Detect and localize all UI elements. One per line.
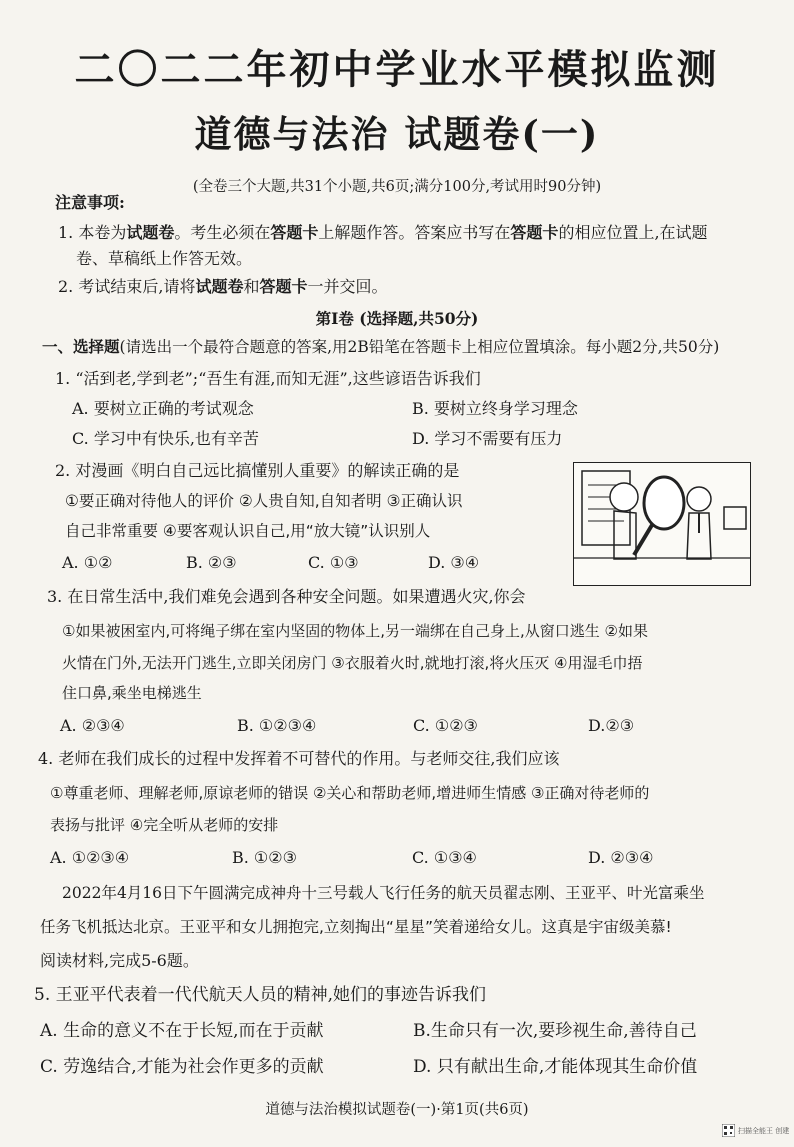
- material-line-2: 任务飞机抵达北京。王亚平和女儿拥抱完,立刻掏出“星星”笑着递给女儿。这真是宇宙级美慕!: [40, 918, 672, 936]
- q3-option-a[interactable]: A. ②③④: [60, 716, 125, 735]
- qr-code-icon: [722, 1124, 735, 1137]
- material-line-1: 2022年4月16日下午圆满完成神舟十三号载人飞行任务的航天员翟志刚、王亚平、叶光富乘坐: [62, 884, 705, 902]
- scanner-stamp: 扫描全能王 创建: [738, 1127, 790, 1135]
- q4-option-b[interactable]: B. ①②③: [232, 848, 297, 867]
- q2-item-line-1: ①要正确对待他人的评价 ②人贵自知,自知者明 ③正确认识: [65, 492, 463, 510]
- notes-heading: 注意事项:: [55, 193, 125, 212]
- q1-option-b[interactable]: B. 要树立终身学习理念: [412, 399, 578, 418]
- q2-option-a[interactable]: A. ①②: [62, 553, 113, 572]
- exam-title: 二〇二二年初中学业水平模拟监测: [74, 46, 720, 93]
- q3-stem: 3. 在日常生活中,我们难免会遇到各种安全问题。如果遭遇火灾,你会: [47, 587, 526, 606]
- q2-option-b[interactable]: B. ②③: [186, 553, 237, 572]
- q1-stem: 1. “活到老,学到老”;“吾生有涯,而知无涯”,这些谚语告诉我们: [55, 369, 481, 388]
- q3-option-c[interactable]: C. ①②③: [413, 716, 478, 735]
- material-line-3: 阅读材料,完成5-6题。: [40, 951, 199, 970]
- q4-item-line-1: ①尊重老师、理解老师,原谅老师的错误 ②关心和帮助老师,增进师生情感 ③正确对待老师的: [50, 784, 650, 802]
- q3-option-d[interactable]: D.②③: [588, 716, 635, 735]
- q1-option-c[interactable]: C. 学习中有快乐,也有辛苦: [72, 429, 259, 448]
- q2-option-c[interactable]: C. ①③: [308, 553, 359, 572]
- page-footer: 道德与法治模拟试题卷(一)·第1页(共6页): [265, 1102, 529, 1118]
- q4-item-line-2: 表扬与批评 ④完全听从老师的安排: [50, 816, 279, 834]
- q1-option-a[interactable]: A. 要树立正确的考试观念: [72, 399, 254, 418]
- q5-option-c[interactable]: C. 劳逸结合,才能为社会作更多的贡献: [40, 1057, 324, 1077]
- q2-stem: 2. 对漫画《明白自己远比搞懂别人重要》的解读正确的是: [55, 461, 460, 480]
- q2-option-d[interactable]: D. ③④: [428, 553, 480, 572]
- exam-info: (全卷三个大题,共31个小题,共6页;满分100分,考试用时90分钟): [192, 179, 602, 195]
- note-2: 2. 考试结束后,请将试题卷和答题卡一并交回。: [58, 277, 388, 296]
- note-1-line-2: 卷、草稿纸上作答无效。: [76, 249, 253, 268]
- q5-option-d[interactable]: D. 只有献出生命,才能体现其生命价值: [413, 1057, 698, 1077]
- q4-option-a[interactable]: A. ①②③④: [50, 848, 130, 867]
- q3-item-line-3: 住口鼻,乘坐电梯逃生: [62, 684, 202, 702]
- comic-illustration: [573, 462, 751, 586]
- q5-option-a[interactable]: A. 生命的意义不在于长短,而在于贡献: [40, 1021, 324, 1041]
- q1-option-d[interactable]: D. 学习不需要有压力: [412, 429, 563, 448]
- section-heading: 一、选择题(请选出一个最符合题意的答案,用2B铅笔在答题卡上相应位置填涂。每小题2分,共50分): [42, 337, 720, 356]
- q4-stem: 4. 老师在我们成长的过程中发挥着不可替代的作用。与老师交往,我们应该: [38, 749, 560, 768]
- q5-option-b[interactable]: B.生命只有一次,要珍视生命,善待自己: [413, 1021, 697, 1041]
- q3-item-line-1: ①如果被困室内,可将绳子绑在室内坚固的物体上,另一端绑在自己身上,从窗口逃生 ②如果: [62, 622, 648, 640]
- note-1-line-1: 1. 本卷为试题卷。考生必须在答题卡上解题作答。答案应书写在答题卡的相应位置上,在试题: [58, 223, 708, 242]
- q3-item-line-2: 火情在门外,无法开门逃生,立即关闭房门 ③衣服着火时,就地打滚,将火压灭 ④用湿毛巾捂: [62, 654, 643, 672]
- q5-stem: 5. 王亚平代表着一代代航天人员的精神,她们的事迹告诉我们: [34, 985, 487, 1005]
- q2-item-line-2: 自己非常重要 ④要客观认识自己,用“放大镜”认识别人: [65, 522, 431, 540]
- q3-option-b[interactable]: B. ①②③④: [237, 716, 317, 735]
- part-title: 第Ⅰ卷 (选择题,共50分): [315, 309, 479, 328]
- q4-option-d[interactable]: D. ②③④: [588, 848, 654, 867]
- exam-subject: 道德与法治 试题卷(一): [194, 112, 600, 156]
- q4-option-c[interactable]: C. ①③④: [412, 848, 477, 867]
